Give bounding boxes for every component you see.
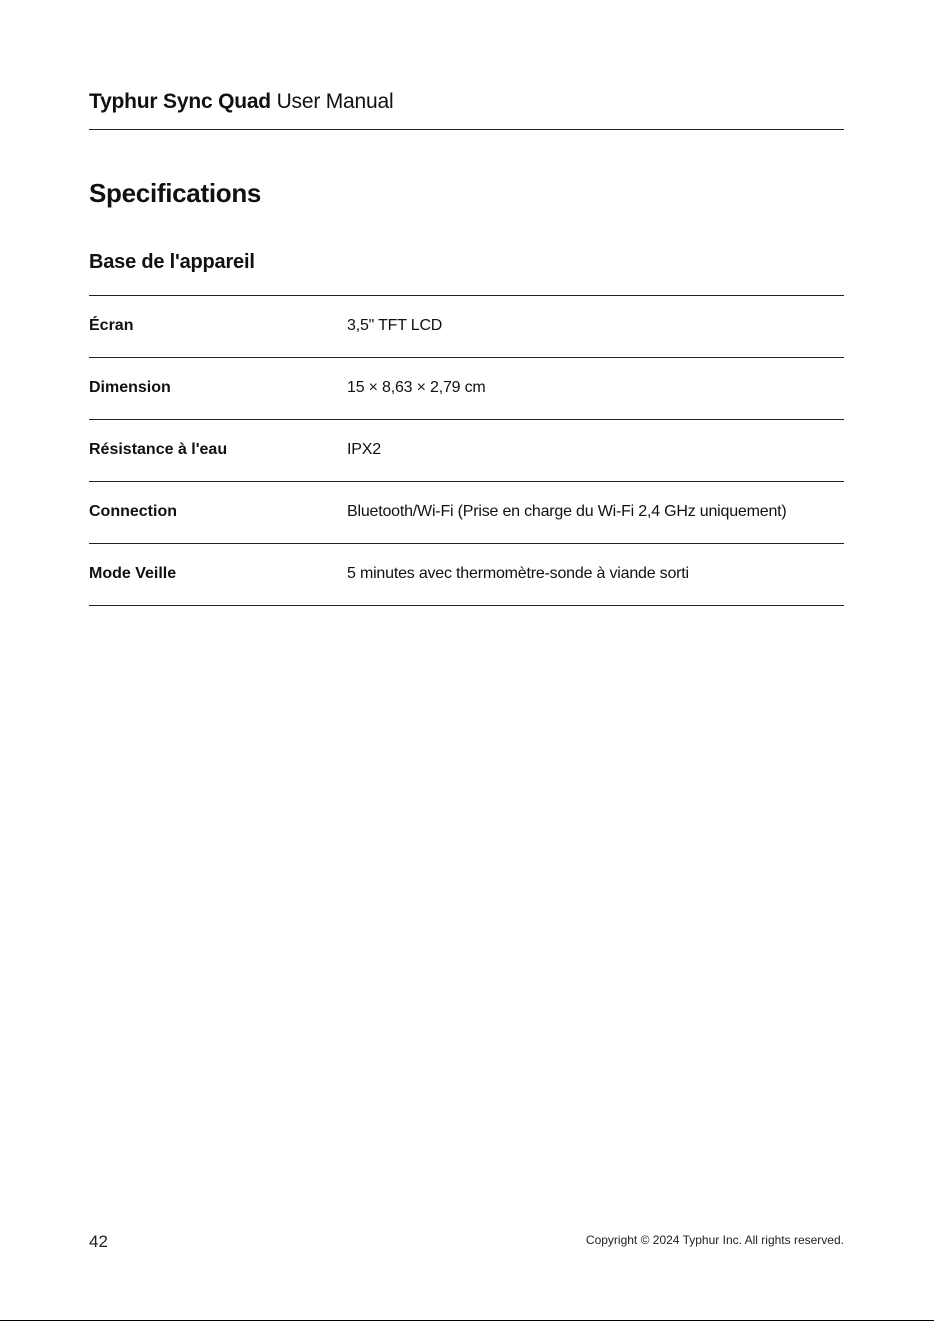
- document-header: [89, 88, 844, 116]
- product-name: Typhur Sync Quad: [89, 90, 271, 113]
- page-number: 42: [89, 1232, 108, 1251]
- spec-value: Bluetooth/Wi-Fi (Prise en charge du Wi-Fi 2,4 GHz uniquement): [347, 503, 787, 520]
- spec-row-screen: [89, 296, 844, 358]
- spec-row-water-resistance: [89, 420, 844, 482]
- page-title: Specifications: [89, 178, 262, 208]
- spec-row-connection: [89, 482, 844, 544]
- spec-label: Résistance à l'eau: [89, 441, 228, 458]
- spec-label: Dimension: [89, 379, 171, 396]
- spec-label: Connection: [89, 503, 177, 520]
- spec-value: 5 minutes avec thermomètre-sonde à viande sorti: [347, 565, 689, 582]
- spec-row-dimension: [89, 358, 844, 420]
- copyright-notice: Copyright © 2024 Typhur Inc. All rights reserved.: [585, 1233, 844, 1247]
- spec-label: Écran: [89, 317, 134, 334]
- section-title: Base de l'appareil: [89, 251, 255, 273]
- spec-table: [89, 295, 844, 606]
- spec-value: 15 × 8,63 × 2,79 cm: [347, 379, 486, 396]
- document-type: User Manual: [270, 90, 394, 113]
- header-divider: [89, 129, 844, 130]
- spec-row-sleep-mode: [89, 544, 844, 606]
- spec-label: Mode Veille: [89, 565, 177, 582]
- page-bottom-edge: [0, 1320, 934, 1321]
- spec-value: IPX2: [347, 441, 381, 458]
- spec-value: 3,5" TFT LCD: [347, 317, 443, 334]
